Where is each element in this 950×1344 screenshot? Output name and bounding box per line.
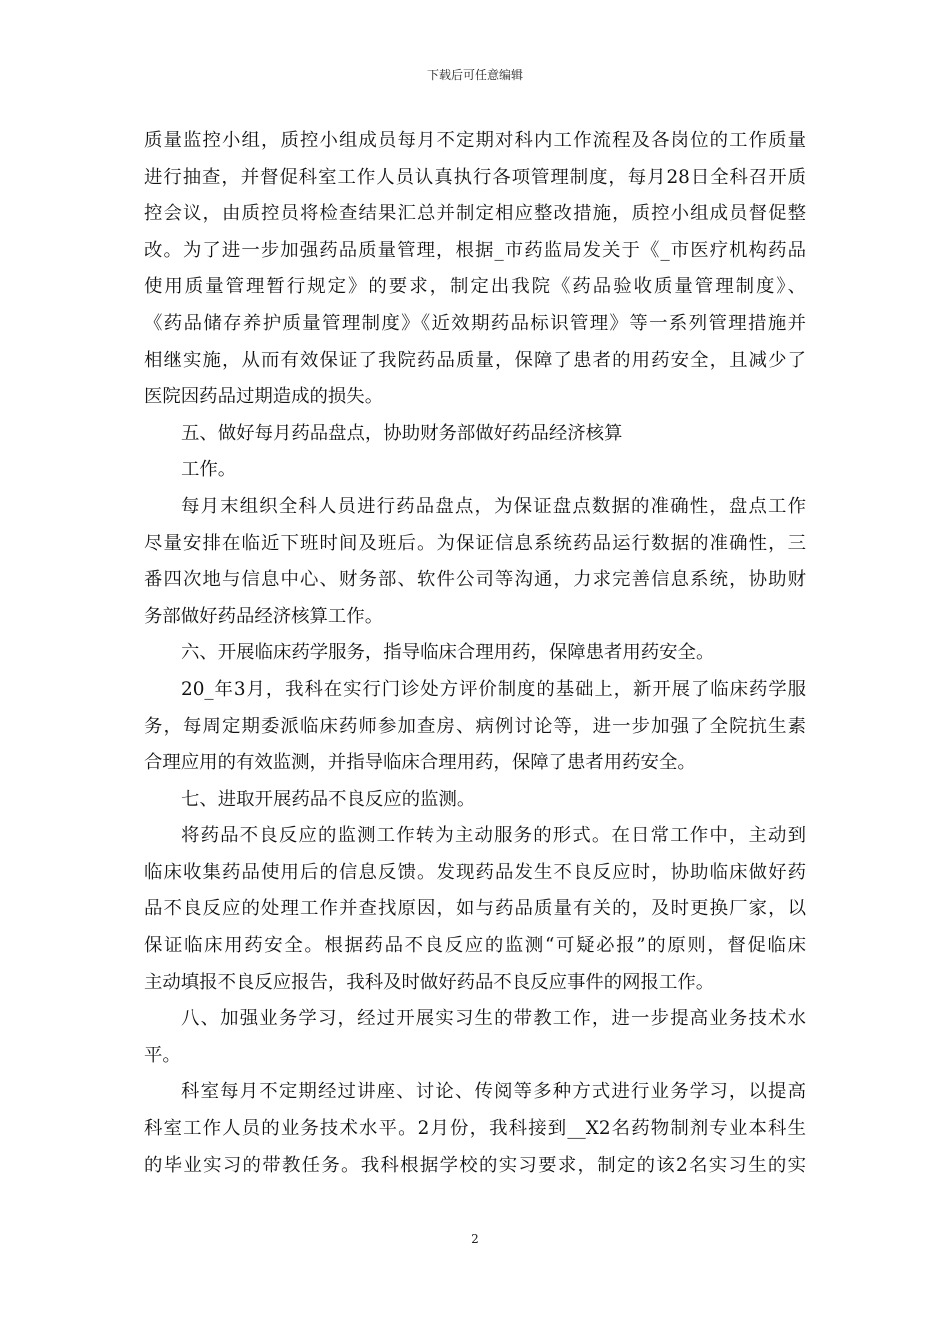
text-line: 七、进取开展药品不良反应的监测。 [181, 788, 476, 810]
text-line: 科室工作人员的业务技术水平。2月份，我科接到__X2名药物制剂专业本科生 [144, 1118, 806, 1140]
text-line: 尽量安排在临近下班时间及班后。为保证信息系统药品运行数据的准确性，三 [144, 532, 806, 554]
text-line: 医院因药品过期造成的损失。 [144, 386, 384, 408]
text-line: 科室每月不定期经过讲座、讨论、传阅等多种方式进行业务学习，以提高 [181, 1081, 806, 1103]
text-line: 保证临床用药安全。根据药品不良反应的监测“可疑必报”的原则，督促临床 [144, 935, 806, 957]
text-line: 进行抽查，并督促科室工作人员认真执行各项管理制度，每月28日全科召开质 [144, 166, 806, 188]
page-number: 2 [471, 1232, 479, 1246]
text-line: 20_年3月，我科在实行门诊处方评价制度的基础上，新开展了临床药学服 [181, 678, 806, 700]
text-line: 临床收集药品使用后的信息反馈。发现药品发生不良反应时，协助临床做好药 [144, 861, 806, 883]
text-line: 八、加强业务学习，经过开展实习生的带教工作，进一步提高业务技术水 [181, 1008, 806, 1030]
document-body [144, 123, 806, 1184]
text-line: 的毕业实习的带教任务。我科根据学校的实习要求，制定的该2名实习生的实 [144, 1154, 806, 1176]
text-line: 相继实施，从而有效保证了我院药品质量，保障了患者的用药安全，且减少了 [144, 349, 806, 371]
text-line: 质量监控小组，质控小组成员每月不定期对科内工作流程及各岗位的工作质量 [144, 130, 806, 151]
text-line: 将药品不良反应的监测工作转为主动服务的形式。在日常工作中，主动到 [181, 825, 806, 847]
text-line: 务，每周定期委派临床药师参加查房、病例讨论等，进一步加强了全院抗生素 [144, 715, 806, 737]
text-line: 六、开展临床药学服务，指导临床合理用药，保障患者用药安全。 [181, 642, 715, 664]
text-line: 平。 [144, 1044, 181, 1066]
text-line: 改。为了进一步加强药品质量管理，根据_市药监局发关于《_市医疗机构药品 [144, 239, 806, 261]
text-line: 每月末组织全科人员进行药品盘点，为保证盘点数据的准确性，盘点工作 [181, 495, 806, 517]
page-header: 下载后可任意编辑 [426, 68, 523, 82]
text-line: 《药品储存养护质量管理制度》《近效期药品标识管理》等一系列管理措施并 [144, 312, 806, 334]
text-line: 合理应用的有效监测，并指导临床合理用药，保障了患者用药安全。 [144, 752, 696, 774]
text-line: 使用质量管理暂行规定》的要求，制定出我院《药品验收质量管理制度》、 [144, 276, 806, 298]
text-line: 五、做好每月药品盘点，协助财务部做好药品经济核算 [181, 422, 623, 444]
text-line: 控会议，由质控员将检查结果汇总并制定相应整改措施，质控小组成员督促整 [144, 203, 806, 225]
text-line: 品不良反应的处理工作并查找原因，如与药品质量有关的，及时更换厂家，以 [144, 898, 806, 920]
text-line: 工作。 [181, 459, 237, 481]
text-line: 番四次地与信息中心、财务部、软件公司等沟通，力求完善信息系统，协助财 [144, 569, 806, 591]
text-line: 主动填报不良反应报告，我科及时做好药品不良反应事件的网报工作。 [144, 971, 715, 993]
text-line: 务部做好药品经济核算工作。 [144, 605, 384, 627]
